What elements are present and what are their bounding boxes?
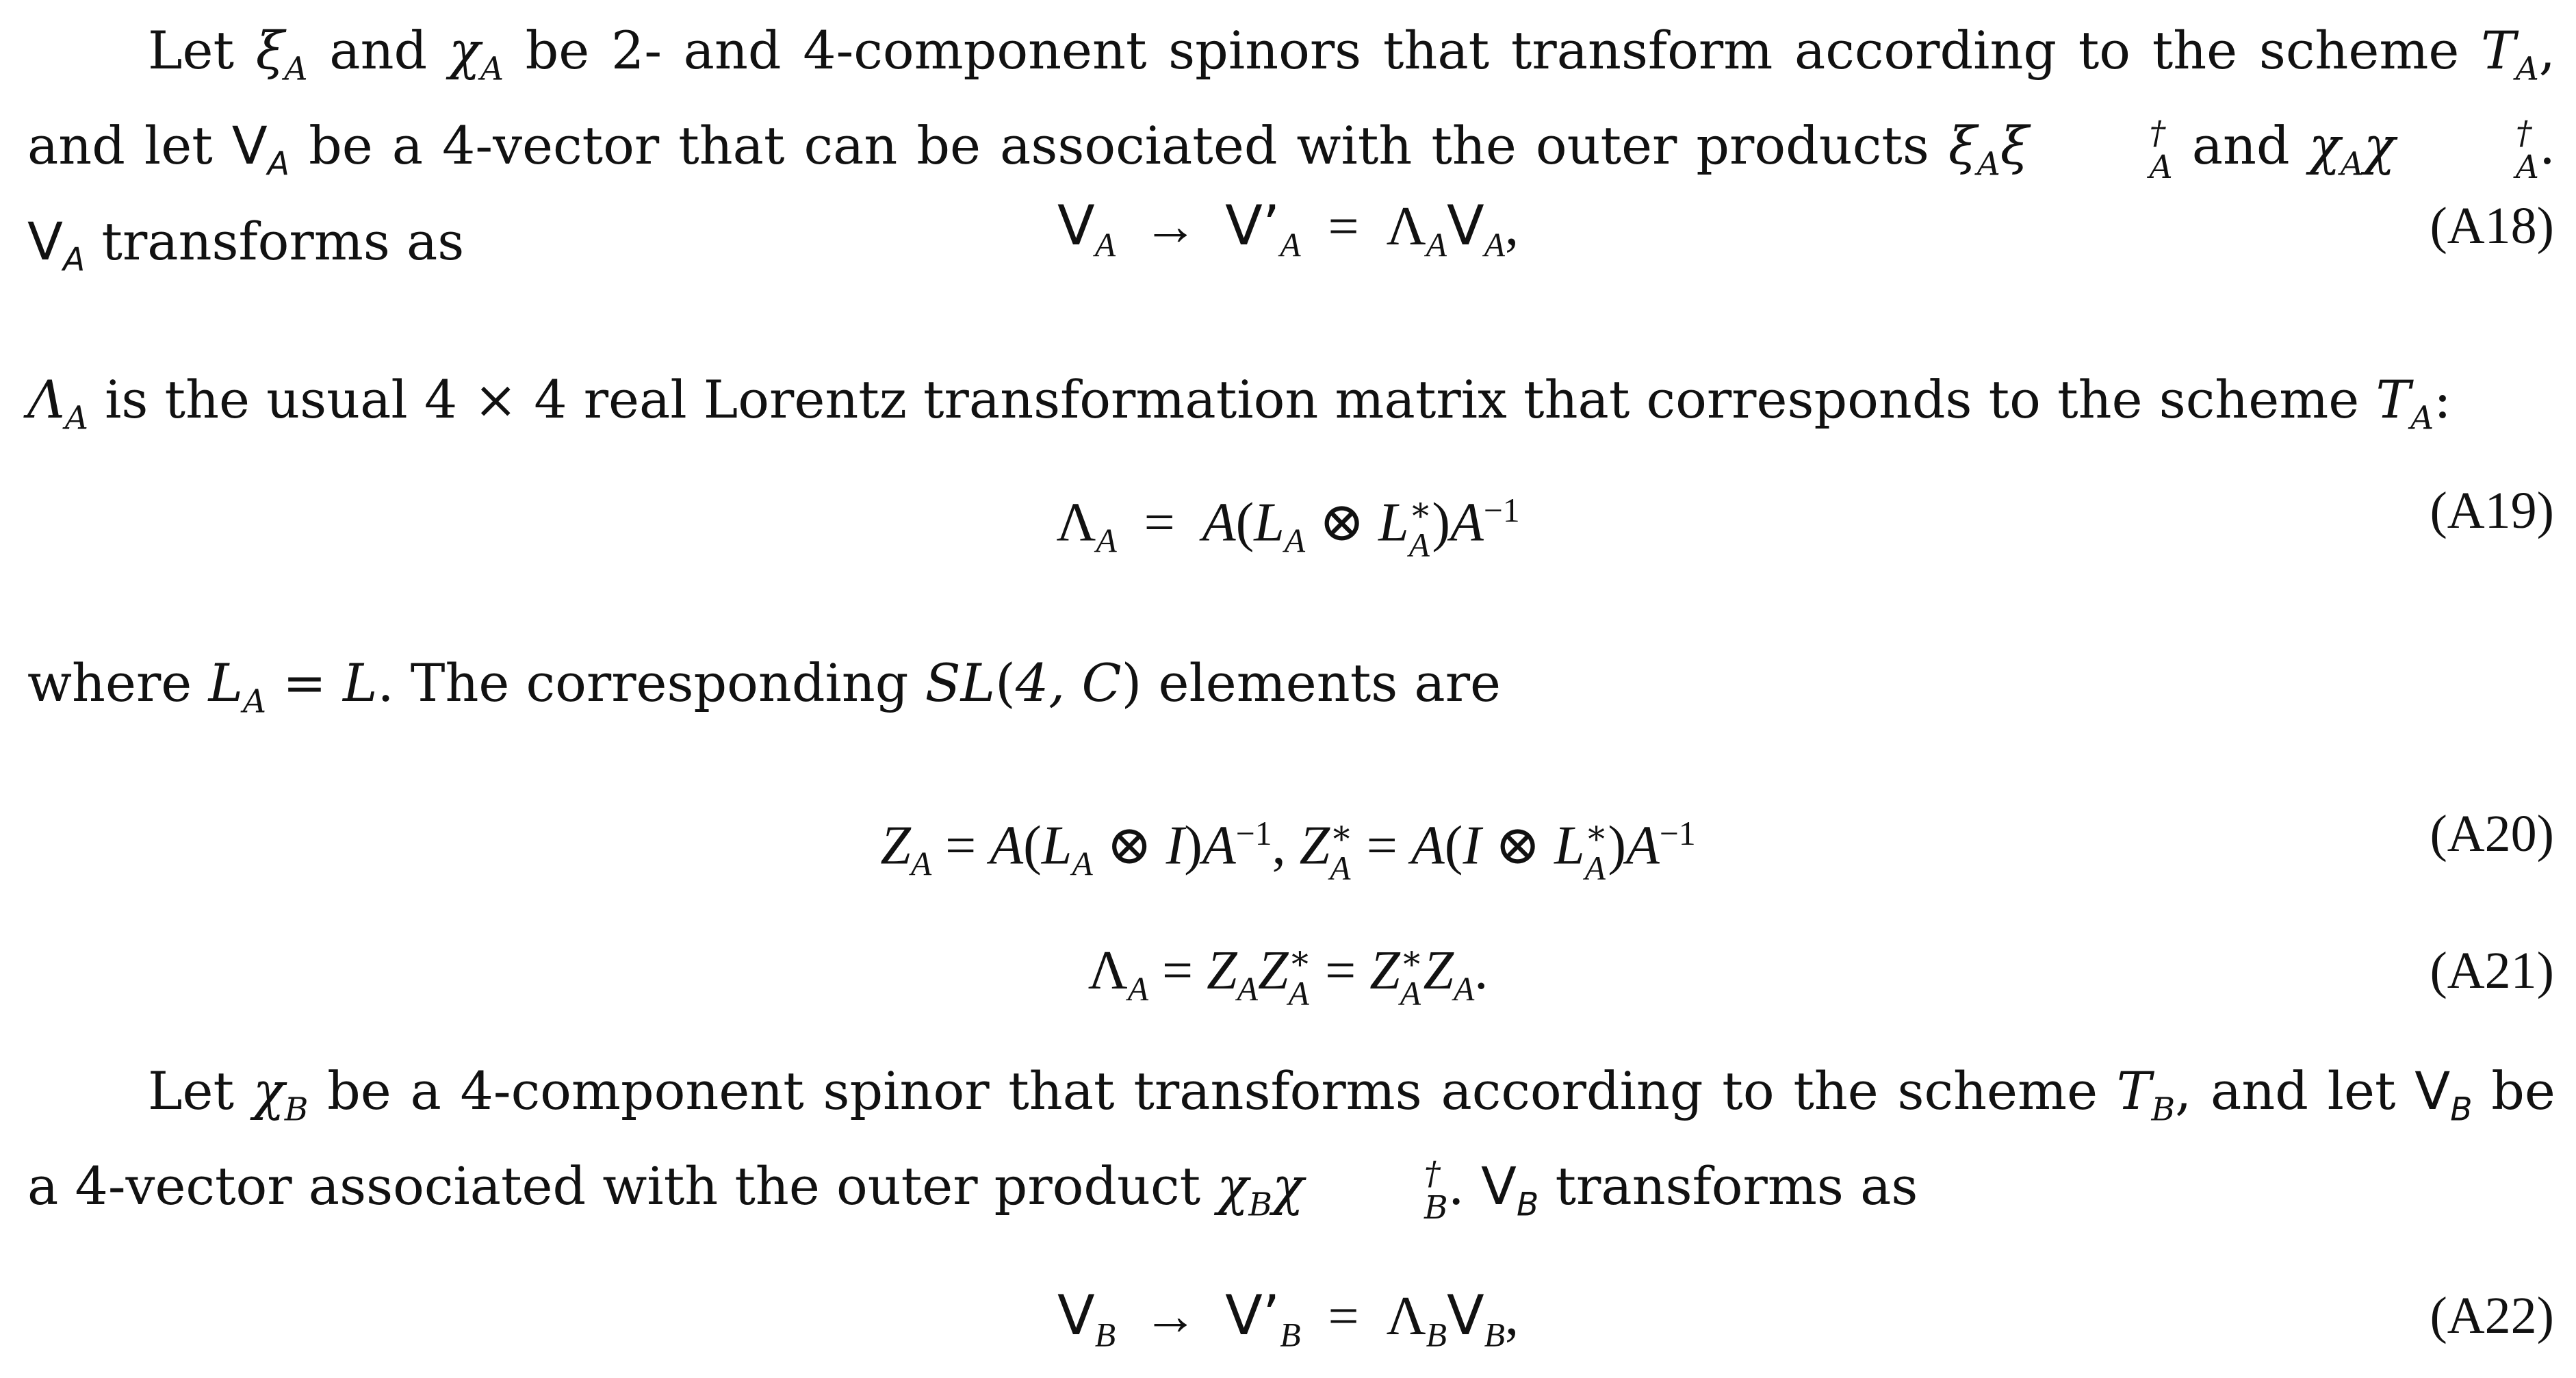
math-LA-eq-L: $L_A = L$ [208,652,378,721]
math-V-B: $V_B$ [2414,1060,2473,1129]
equation-number-A20: (A20) [2430,805,2554,863]
math-chi-chi-dagger-B: $\chi_B\chi$ † B [1217,1155,1448,1227]
paragraph-lorentz-matrix: $\Lambda_A$ is the usual 4 × 4 real Lorentz transformation matrix that corresponds to the scheme $T_A$: [27,369,2451,437]
math-chi-chi-dagger: $\chi_A\chi$ † A [2308,114,2539,186]
math-xi-A: $\xi_A$ [255,20,308,88]
math-chi-B: $\chi_B$ [253,1060,309,1129]
math-V-A: $V_A$ [231,115,290,183]
equation-A20: $Z_A = A(L_A$ ⊗ $I)A^{-1}$, Z ∗ A = A(I ⊗ L ∗ A )$A^{-1}$ [880,814,1696,888]
math-xi-xi-dagger: $\xi_A\xi$ † A [1948,114,2173,186]
equation-A22: $V_B$ → $V’_B = \Lambda_BV_B$, [1057,1284,1519,1354]
math-V-B-2: $V_B$ [1481,1156,1539,1224]
paragraph-spinors-A: Let $\xi_A$ and $\chi_A$ be 2- and 4-component spinors that transform according to the scheme $T_A$, and let $V_A$ be a 4-vector that can be associated with the outer products $\xi_A\xi$ † A and $\chi_A\chi$ † A . $V_A$ transforms as [27,20,2556,279]
equation-number-A19: (A19) [2430,482,2554,539]
math-chi-A: $\chi_A$ [448,20,504,88]
equation-number-A18: (A18) [2430,197,2554,255]
math-Lambda-A: $\Lambda_A$ [27,369,88,437]
math-SL4C: SL(4, C) [925,652,1142,713]
equation-number-A21: (A21) [2430,942,2554,999]
math-T-A-2: $T_A$ [2375,369,2434,437]
equation-A18: $V_A$ → $V’_A = \Lambda_AV_A$, [1057,194,1519,264]
equation-number-A22: (A22) [2430,1287,2554,1344]
equation-A19: $\Lambda_A = A(L_A$ ⊗ L ∗ A )$A^{-1}$ [1056,491,1520,565]
paragraph-spinor-B: Let $\chi_B$ be a 4-component spinor that transforms according to the scheme $T_B$, and let $V_B$ be a 4-vector associated with the outer product $\chi_B\chi$ † B . $V_B$ transforms as [27,1060,2555,1227]
math-T-A: $T_A$ [2481,20,2539,88]
math-T-B: $T_B$ [2116,1060,2176,1129]
equation-A21: $\Lambda_A = Z_AZ$ ∗ A = Z ∗ A $Z_A$. [1087,939,1489,1012]
math-V-A-2: $V_A$ [27,210,86,279]
paragraph-sl4c: where $L_A = L$. The corresponding SL(4, C) elements are [27,652,1502,721]
